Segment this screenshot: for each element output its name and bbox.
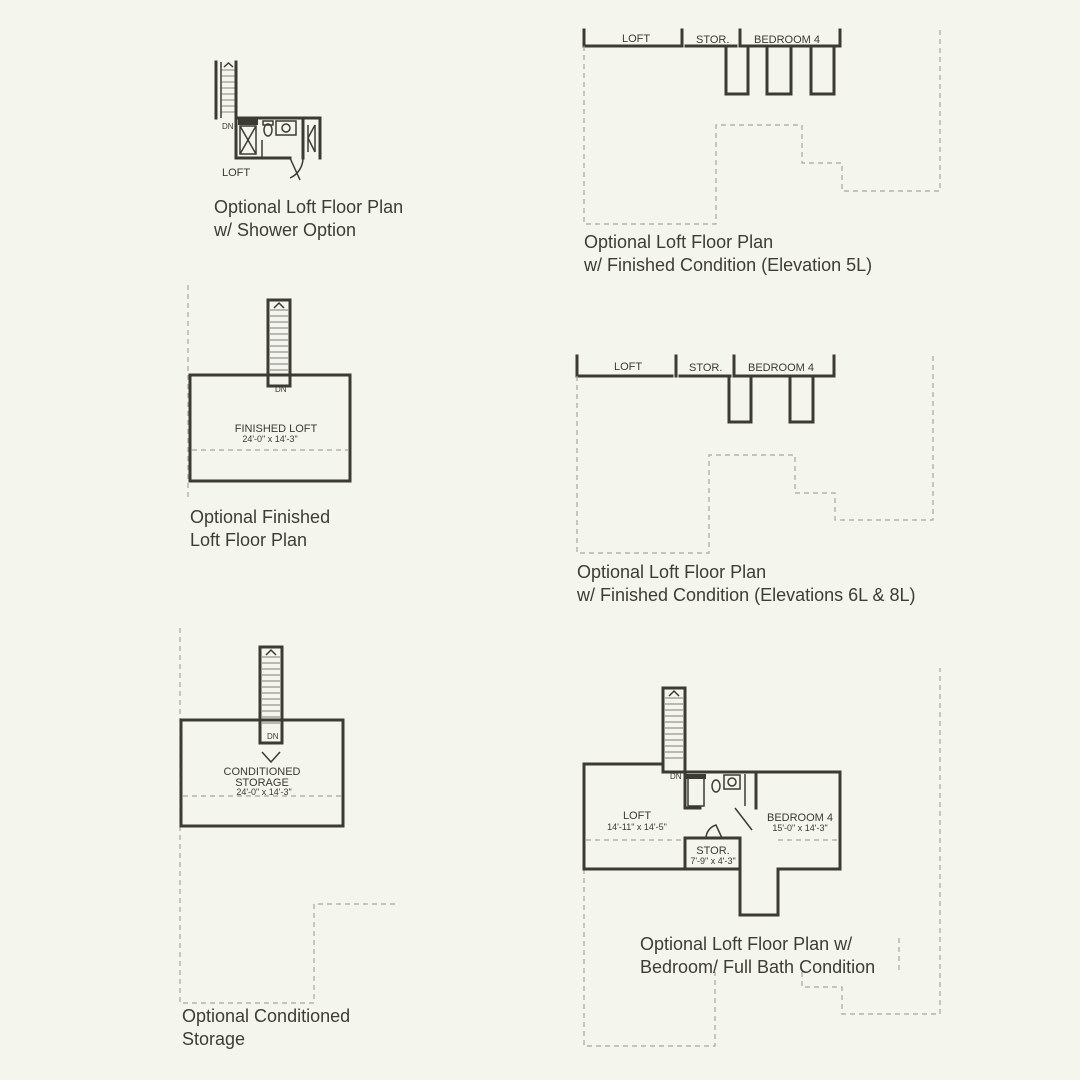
stair-dn-label: DN <box>222 122 234 131</box>
room-label-loft: LOFT <box>614 361 643 373</box>
room-label-stor: STOR. <box>696 34 730 46</box>
room-label-loft: LOFT <box>622 810 652 822</box>
stair-bedroom-plan <box>663 688 685 772</box>
caption-line2: w/ Finished Condition (Elevation 5L) <box>584 255 873 275</box>
caption-elevation-6l-8l <box>577 561 916 607</box>
room-label-bedroom: BEDROOM 4 <box>754 34 821 46</box>
stair-dn-label: DN <box>267 732 279 741</box>
caption-elevation-5l <box>584 231 872 277</box>
bedroom-dims: 15'-0" x 14'-3" <box>772 823 828 833</box>
stair-dn-label: DN <box>670 772 682 781</box>
loft-dims: 14'-11" x 14'-5" <box>607 822 667 832</box>
room-label-conditioned: CONDITIONED <box>223 766 301 778</box>
caption-line2: w/ Shower Option <box>214 220 357 240</box>
room-label-stor: STOR. <box>689 362 723 374</box>
room-label-bedroom: BEDROOM 4 <box>766 812 834 824</box>
caption-line1: Optional Loft Floor Plan <box>577 562 767 582</box>
caption-finished-loft <box>190 506 330 552</box>
caption-line2: w/ Finished Condition (Elevations 6L & 8L) <box>577 585 916 605</box>
caption-line1: Optional Loft Floor Plan w/ <box>640 934 853 954</box>
room-label-storage: STORAGE <box>235 777 289 789</box>
room-label-loft: LOFT <box>222 167 251 179</box>
caption-line2: Loft Floor Plan <box>190 530 308 550</box>
caption-line1: Optional Loft Floor Plan <box>584 232 774 252</box>
caption-line1: Optional Finished <box>190 507 331 527</box>
caption-conditioned-storage <box>182 1005 350 1051</box>
bath-shower <box>236 62 320 180</box>
plan-elevation-6l-8l <box>577 354 933 553</box>
room-label-stor: STOR. <box>696 845 730 857</box>
stair-shower <box>216 62 236 118</box>
room-label-loft: LOFT <box>622 33 651 45</box>
caption-line2: Storage <box>182 1029 246 1049</box>
caption-line1: Optional Conditioned <box>182 1006 351 1026</box>
plan-finished-loft <box>188 285 350 500</box>
room-dims: 24'-0" x 14'-3" <box>242 434 298 444</box>
caption-line2: Bedroom/ Full Bath Condition <box>640 957 876 977</box>
stair-dn-label: DN <box>275 385 287 394</box>
caption-bedroom-full-bath <box>640 933 875 979</box>
room-dims: 24'-0" x 14'-3" <box>236 787 292 797</box>
caption-line1: Optional Loft Floor Plan <box>214 197 404 217</box>
plan-shower-option <box>216 62 320 180</box>
caption-shower-option <box>214 196 403 242</box>
plan-elevation-5l <box>584 30 940 224</box>
plan-bedroom-full-bath <box>584 668 940 1046</box>
room-label-bedroom: BEDROOM 4 <box>748 362 815 374</box>
stor-dims: 7'-9" x 4'-3" <box>690 856 736 866</box>
room-label-finished-loft: FINISHED LOFT <box>234 423 318 435</box>
plan-conditioned-storage <box>180 628 398 1003</box>
